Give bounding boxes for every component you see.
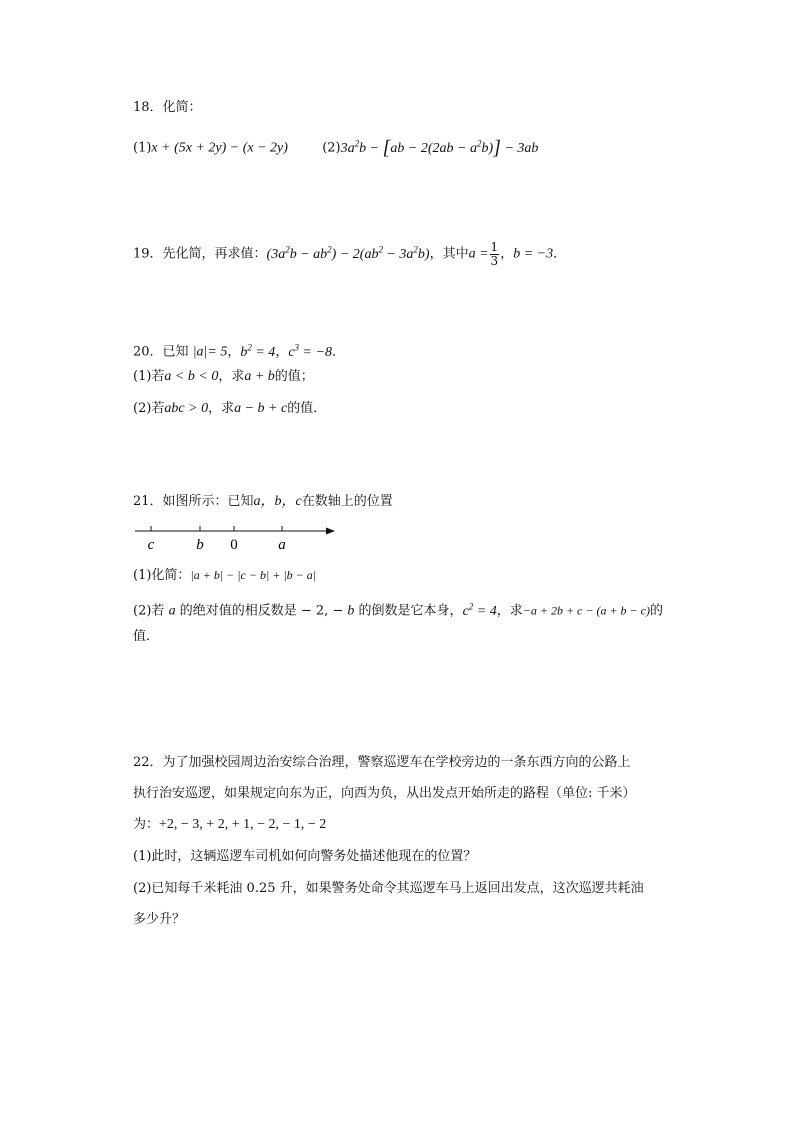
label-c: c <box>147 537 155 553</box>
q22-line3: 为：+2, − 3, + 2, + 1, − 2, − 1, − 2 <box>133 817 327 832</box>
q19-b-value: b = −3 <box>513 246 554 262</box>
q21-part2: (2)若 a 的绝对值的相反数是 − 2, − b 的倒数是它本身，$c^2 = 4$，求−a + 2b + c − (a + b − c)的 <box>133 601 663 619</box>
q22-question2-line2: 多少升？ <box>133 912 186 927</box>
q20-title: 20．已知 |a|= 5，$b^2 = 4$，$c^3 = -8$． <box>133 342 345 360</box>
number-line-arrow-icon <box>326 528 335 535</box>
label-a: a <box>278 537 286 553</box>
q20-part2: (2)若abc > 0，求a − b + c的值． <box>133 401 327 416</box>
number-line-figure <box>133 522 343 554</box>
q20-cond-b: $b^2 = 4$ <box>240 342 276 360</box>
q18-parts <box>133 134 538 158</box>
label-zero: 0 <box>230 537 238 553</box>
q19-a-value: a = <box>468 246 489 262</box>
q22-line1: 22．为了加强校园周边治安综合治理，警察巡逻车在学校旁边的一条东西方向的公路上 <box>133 755 631 770</box>
q21-part1: (1)化简：|a + b| − |c − b| + |b − a| <box>133 568 317 583</box>
q22-distances: +2, − 3, + 2, + 1, − 2, − 1, − 2 <box>159 817 327 832</box>
q22-line2: 执行治安巡逻，如果规定向东为正，向西为负，从出发点开始所走的路程（单位: 千米） <box>133 786 636 801</box>
q18-title: 18．化简： <box>133 100 202 115</box>
q20-part1: (1)若a < b < 0，求a + b的值； <box>133 369 314 384</box>
q21-part2-cont: 值． <box>133 629 160 644</box>
q18-part2-expr: $3a^2b - [ab - 2(2ab - a^2b)] - 3ab$ <box>340 136 539 159</box>
q19-text: 19．先化简，再求值：$(3a^2b - ab^2) - 2(ab^2 - 3a^2b)$，其中a = $\frac{1}{3}$ ，b = −3． <box>133 239 567 268</box>
q22-question1: (1)此时，这辆巡逻车司机如何向警务处描述他现在的位置？ <box>133 849 477 864</box>
q22-question2-line1: (2)已知每千米耗油 0.25 升，如果警务处命令其巡逻车马上返回出发点，这次巡逻共耗油 <box>133 881 644 896</box>
q18-part2-label: (2) <box>322 140 341 156</box>
q19-fraction: $\frac{1}{3}$ <box>490 239 499 268</box>
label-b: b <box>196 537 204 553</box>
q19-expression: $(3a^2b - ab^2) - 2(ab^2 - 3a^2b)$ <box>266 244 430 262</box>
q20-cond-abs-a: |a|= 5 <box>192 344 228 360</box>
q18-part1-label: (1) <box>133 140 152 156</box>
q20-cond-c: $c^3 = -8$ <box>288 342 332 360</box>
q21-title: 21．如图所示：已知a，b，c在数轴上的位置 <box>133 494 393 509</box>
q18-part1-expr: x + (5x + 2y) − (x − 2y) <box>151 140 288 156</box>
